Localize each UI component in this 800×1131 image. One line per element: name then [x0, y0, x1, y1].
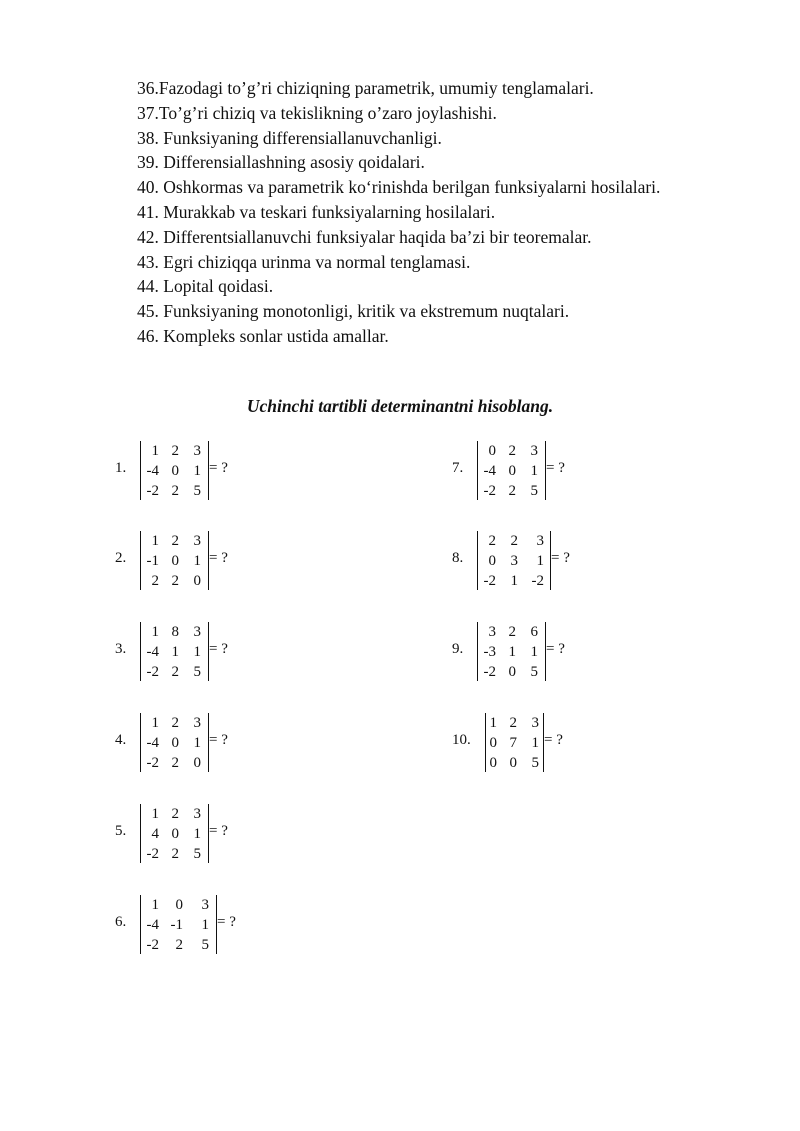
determinant-matrix — [477, 441, 546, 500]
matrix-cell: 0 — [489, 755, 497, 771]
matrix-cell: 0 — [488, 443, 496, 459]
matrix-row — [141, 895, 216, 915]
matrix-cell: 4 — [151, 826, 159, 842]
matrix-cell: 0 — [171, 553, 179, 569]
matrix-cell: 2 — [508, 483, 516, 499]
matrix-row — [478, 662, 545, 682]
matrix-cell: 5 — [193, 483, 201, 499]
matrix-cell: 0 — [171, 735, 179, 751]
matrix-cell: 6 — [530, 624, 538, 640]
matrix-row — [478, 441, 545, 461]
matrix-cell: -2 — [483, 573, 496, 589]
matrix-cell: -2 — [146, 937, 159, 953]
matrix-cell: 2 — [171, 846, 179, 862]
matrix-cell: -4 — [146, 917, 159, 933]
matrix-cell: 5 — [193, 846, 201, 862]
matrix-cell: 2 — [509, 715, 517, 731]
matrix-cell: 3 — [193, 443, 201, 459]
equals-question: = ? — [209, 823, 228, 839]
determinant-matrix — [477, 622, 546, 681]
section-heading: Uchinchi tartibli determinantni hisoblang. — [246, 396, 554, 416]
topic-item: 42. Differentsiallanuvchi funksiyalar haqida ba’zi bir teoremalar. — [137, 226, 592, 247]
exercise-number: 4. — [115, 732, 127, 748]
matrix-cell: 5 — [530, 664, 538, 680]
matrix-cell: 5 — [193, 664, 201, 680]
matrix-cell: -4 — [483, 463, 496, 479]
matrix-cell: 0 — [193, 755, 201, 771]
determinant-matrix — [140, 804, 209, 863]
matrix-cell: 1 — [151, 624, 159, 640]
matrix-cell: 1 — [531, 735, 539, 751]
matrix-cell: 3 — [531, 715, 539, 731]
topic-item: 43. Egri chiziqqa urinma va normal tenglamasi. — [137, 251, 471, 272]
matrix-cell: 5 — [531, 755, 539, 771]
matrix-cell: 2 — [175, 937, 183, 953]
topic-item: 46. Kompleks sonlar ustida amallar. — [137, 325, 389, 346]
exercise-number: 1. — [115, 460, 127, 476]
equals-question: = ? — [551, 550, 570, 566]
matrix-row — [141, 461, 208, 481]
matrix-cell: 1 — [151, 806, 159, 822]
matrix-cell: 2 — [171, 483, 179, 499]
equals-question: = ? — [546, 460, 565, 476]
matrix-cell: 2 — [171, 664, 179, 680]
matrix-row — [141, 441, 208, 461]
matrix-cell: 8 — [171, 624, 179, 640]
equals-question: = ? — [209, 460, 228, 476]
matrix-cell: -2 — [483, 483, 496, 499]
matrix-cell: 0 — [509, 755, 517, 771]
matrix-cell: -2 — [483, 664, 496, 680]
matrix-cell: 1 — [151, 533, 159, 549]
matrix-cell: 3 — [510, 553, 518, 569]
matrix-cell: 2 — [508, 443, 516, 459]
topic-item: 40. Oshkormas va parametrik ko‘rinishda berilgan funksiyalarni hosilalari. — [137, 177, 661, 198]
equals-question: = ? — [209, 732, 228, 748]
matrix-cell: 2 — [151, 573, 159, 589]
matrix-cell: 1 — [193, 735, 201, 751]
matrix-cell: 0 — [171, 463, 179, 479]
matrix-cell: 0 — [489, 735, 497, 751]
matrix-row — [141, 622, 208, 642]
matrix-row — [141, 915, 216, 935]
matrix-row — [141, 733, 208, 753]
determinant-matrix — [477, 531, 551, 590]
matrix-cell: -1 — [170, 917, 183, 933]
matrix-cell: 2 — [171, 443, 179, 459]
exercise-number: 3. — [115, 641, 127, 657]
matrix-cell: 0 — [508, 463, 516, 479]
matrix-cell: 3 — [193, 715, 201, 731]
matrix-row — [141, 713, 208, 733]
matrix-cell: 3 — [193, 624, 201, 640]
matrix-row — [141, 844, 208, 864]
matrix-cell: 1 — [530, 644, 538, 660]
matrix-cell: 2 — [171, 755, 179, 771]
exercise-number: 5. — [115, 823, 127, 839]
matrix-cell: -4 — [146, 735, 159, 751]
matrix-cell: 2 — [171, 806, 179, 822]
topic-item: 36.Fazodagi to’g’ri chiziqning parametrik, umumiy tenglamalari. — [137, 78, 594, 98]
matrix-cell: 1 — [151, 715, 159, 731]
matrix-cell: 1 — [193, 553, 201, 569]
matrix-cell: 3 — [488, 624, 496, 640]
matrix-cell: -4 — [146, 463, 159, 479]
matrix-row — [478, 461, 545, 481]
matrix-cell: 3 — [201, 897, 209, 913]
matrix-row — [141, 935, 216, 955]
matrix-cell: -2 — [531, 573, 544, 589]
matrix-cell: -2 — [146, 483, 159, 499]
exercise-number: 8. — [452, 550, 464, 566]
matrix-cell: 2 — [171, 573, 179, 589]
matrix-cell: 0 — [171, 826, 179, 842]
matrix-cell: 1 — [530, 463, 538, 479]
matrix-cell: -2 — [146, 755, 159, 771]
matrix-cell: 1 — [151, 897, 159, 913]
matrix-cell: 2 — [171, 533, 179, 549]
matrix-cell: 1 — [536, 553, 544, 569]
matrix-row — [478, 551, 550, 571]
determinant-matrix — [140, 441, 209, 500]
equals-question: = ? — [209, 641, 228, 657]
matrix-cell: 1 — [193, 463, 201, 479]
matrix-cell: -3 — [483, 644, 496, 660]
matrix-row — [141, 531, 208, 551]
matrix-cell: 0 — [508, 664, 516, 680]
topic-item: 41. Murakkab va teskari funksiyalarning hosilalari. — [137, 201, 496, 222]
determinant-matrix — [485, 713, 544, 772]
equals-question: = ? — [544, 732, 563, 748]
exercise-number: 2. — [115, 550, 127, 566]
matrix-row — [141, 824, 208, 844]
equals-question: = ? — [217, 914, 236, 930]
matrix-cell: 3 — [530, 443, 538, 459]
matrix-row — [141, 642, 208, 662]
matrix-cell: 0 — [175, 897, 183, 913]
matrix-cell: 0 — [193, 573, 201, 589]
topic-item: 45. Funksiyaning monotonligi, kritik va ekstremum nuqtalari. — [137, 301, 570, 322]
matrix-row — [478, 642, 545, 662]
topic-item: 44. Lopital qoidasi. — [137, 276, 274, 297]
matrix-cell: -2 — [146, 846, 159, 862]
exercise-number: 6. — [115, 914, 127, 930]
matrix-row — [141, 662, 208, 682]
matrix-row — [486, 733, 543, 753]
equals-question: = ? — [546, 641, 565, 657]
exercise-number: 7. — [452, 460, 464, 476]
matrix-cell: 3 — [193, 806, 201, 822]
topic-item: 38. Funksiyaning differensiallanuvchanligi. — [137, 127, 442, 148]
matrix-cell: 7 — [509, 735, 517, 751]
matrix-cell: 1 — [193, 644, 201, 660]
matrix-cell: 3 — [193, 533, 201, 549]
matrix-cell: 5 — [530, 483, 538, 499]
matrix-cell: 2 — [488, 533, 496, 549]
matrix-cell: 5 — [201, 937, 209, 953]
matrix-row — [486, 753, 543, 773]
determinant-matrix — [140, 713, 209, 772]
matrix-cell: 2 — [171, 715, 179, 731]
matrix-row — [141, 753, 208, 773]
matrix-row — [141, 804, 208, 824]
equals-question: = ? — [209, 550, 228, 566]
matrix-cell: 1 — [201, 917, 209, 933]
matrix-cell: -2 — [146, 664, 159, 680]
topic-item: 39. Differensiallashning asosiy qoidalari. — [137, 152, 425, 173]
matrix-cell: 0 — [488, 553, 496, 569]
matrix-row — [478, 531, 550, 551]
matrix-cell: 1 — [510, 573, 518, 589]
matrix-row — [141, 551, 208, 571]
matrix-cell: 1 — [489, 715, 497, 731]
matrix-row — [478, 571, 550, 591]
matrix-row — [478, 481, 545, 501]
matrix-cell: -4 — [146, 644, 159, 660]
determinant-matrix — [140, 622, 209, 681]
matrix-row — [141, 571, 208, 591]
determinant-matrix — [140, 895, 217, 954]
matrix-row — [486, 713, 543, 733]
matrix-cell: -1 — [146, 553, 159, 569]
matrix-cell: 2 — [510, 533, 518, 549]
determinant-matrix — [140, 531, 209, 590]
matrix-cell: 2 — [508, 624, 516, 640]
topic-item: 37.To’g’ri chiziq va tekislikning o’zaro joylashishi. — [137, 102, 497, 123]
matrix-cell: 3 — [536, 533, 544, 549]
matrix-cell: 1 — [508, 644, 516, 660]
matrix-row — [478, 622, 545, 642]
matrix-cell: 1 — [193, 826, 201, 842]
exercise-number: 9. — [452, 641, 464, 657]
exercise-number: 10. — [452, 732, 471, 748]
matrix-row — [141, 481, 208, 501]
topic-list — [137, 76, 660, 349]
matrix-cell: 1 — [171, 644, 179, 660]
matrix-cell: 1 — [151, 443, 159, 459]
